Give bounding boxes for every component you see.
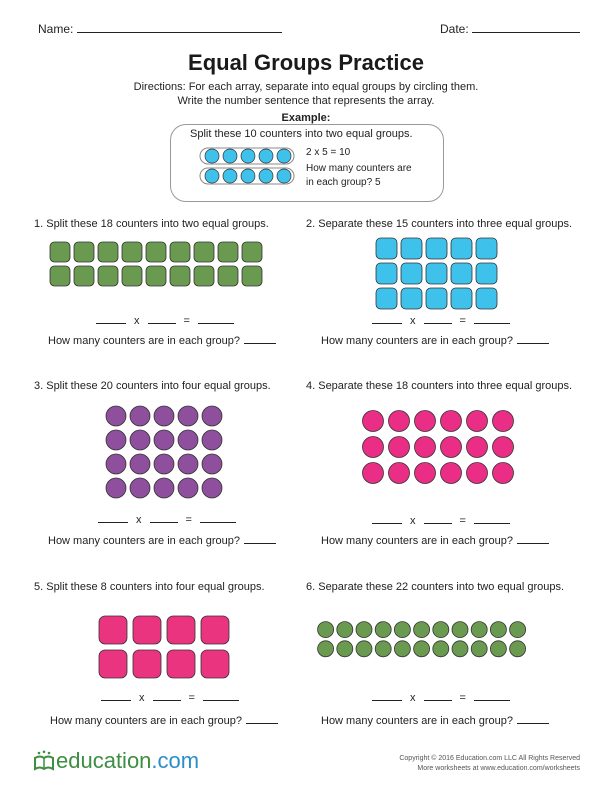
counter [146,242,166,262]
counter [401,238,422,259]
counter [99,650,127,678]
problem-1-counters[interactable] [48,240,264,288]
counter [201,650,229,678]
times-sign: x [134,315,140,327]
example-question-2: in each group? 5 [306,177,381,188]
question-text: How many counters are in each group? [48,535,240,547]
counter [106,454,126,474]
counter [170,266,190,286]
counter [467,463,488,484]
counter [433,641,449,657]
counter [130,406,150,426]
counter [510,622,526,638]
counter [242,266,262,286]
counter [441,411,462,432]
counter [375,641,391,657]
groups-blank[interactable] [372,690,402,701]
copyright: Copyright © 2016 Education.com LLC All Rights Reserved [399,755,580,762]
counter [218,266,238,286]
counter [202,454,222,474]
logo [56,748,199,774]
counter [476,238,497,259]
counter [426,288,447,309]
counter [146,266,166,286]
date-label: Date: [440,22,469,36]
per-group-blank[interactable] [424,313,452,324]
example-instruction: Split these 10 counters into two equal groups. [190,128,413,140]
counter [356,641,372,657]
directions-line-2: Write the number sentence that represents the array. [177,95,435,107]
counter [451,238,472,259]
counter [98,242,118,262]
counter [467,411,488,432]
problem-6-question [321,713,549,727]
problem-5-instruction: 5. Split these 8 counters into four equal groups. [34,581,265,593]
problem-2-instruction: 2. Separate these 15 counters into three equal groups. [306,218,573,230]
per-group-blank[interactable] [148,313,176,324]
question-text: How many counters are in each group? [50,715,242,727]
answer-blank[interactable] [517,713,549,724]
counter [363,437,384,458]
counter [389,411,410,432]
counter [376,288,397,309]
counter [401,263,422,284]
answer-blank[interactable] [517,533,549,544]
name-label: Name: [38,22,74,36]
times-sign: x [139,692,145,704]
answer-blank[interactable] [244,333,276,344]
counter [363,463,384,484]
counter [122,266,142,286]
counter [74,266,94,286]
example-counter [259,149,273,163]
total-blank[interactable] [198,313,234,324]
counter [318,641,334,657]
problem-1-instruction: 1. Split these 18 counters into two equal groups. [34,218,269,230]
counter [414,641,430,657]
equals-sign: = [459,315,466,327]
groups-blank[interactable] [372,513,402,524]
counter [130,478,150,498]
counter [363,411,384,432]
counter [493,411,514,432]
counter [451,263,472,284]
logo-text: education [56,748,152,773]
counter [202,406,222,426]
example-counter [277,149,291,163]
counter [74,242,94,262]
per-group-blank[interactable] [153,690,181,701]
equals-sign: = [185,514,192,526]
question-text: How many counters are in each group? [321,715,513,727]
counter [98,266,118,286]
example-counter [277,169,291,183]
problem-6-number-sentence [372,690,510,704]
example-counter [259,169,273,183]
problem-3-question [48,533,276,547]
question-text: How many counters are in each group? [48,335,240,347]
counter [441,463,462,484]
answer-blank[interactable] [246,713,278,724]
counter [452,641,468,657]
example-counter [223,169,237,183]
counter [415,411,436,432]
example-equation: 2 x 5 = 10 [306,147,351,158]
problem-3-number-sentence [98,512,236,526]
groups-blank[interactable] [98,512,128,523]
equals-sign: = [183,315,190,327]
question-text: How many counters are in each group? [321,335,513,347]
counter [242,242,262,262]
counter [130,454,150,474]
counter [106,478,126,498]
total-blank[interactable] [474,313,510,324]
problem-4-number-sentence [372,513,510,527]
problem-1-number-sentence [96,313,234,327]
counter [426,238,447,259]
counter [170,242,190,262]
counter [167,616,195,644]
counter [130,430,150,450]
book-icon [33,750,55,772]
counter [154,430,174,450]
counter [178,454,198,474]
counter [218,242,238,262]
counter [154,406,174,426]
problem-2-question [321,333,549,347]
example-label: Example: [281,112,331,124]
counter [426,263,447,284]
counter [133,650,161,678]
counter [441,437,462,458]
counter [194,242,214,262]
counter [154,478,174,498]
counter [471,622,487,638]
example-question-1: How many counters are [306,163,412,174]
answer-blank[interactable] [517,333,549,344]
counter [50,242,70,262]
counter [375,622,391,638]
counter [476,288,497,309]
counter [106,430,126,450]
counter [202,430,222,450]
groups-blank[interactable] [372,313,402,324]
total-blank[interactable] [474,513,510,524]
problem-5-number-sentence [101,690,239,704]
counter [99,616,127,644]
problem-3-counters[interactable] [104,404,224,500]
directions-line-1: Directions: For each array, separate into equal groups by circling them. [133,81,479,93]
more-worksheets: More worksheets at www.education.com/worksheets [417,765,580,772]
question-text: How many counters are in each group? [321,535,513,547]
counter [389,463,410,484]
times-sign: x [410,692,416,704]
counter [356,622,372,638]
answer-blank[interactable] [244,533,276,544]
counter [476,263,497,284]
example-counter [241,149,255,163]
problem-1-question [48,333,276,347]
total-blank[interactable] [474,690,510,701]
counter [493,437,514,458]
counter [318,622,334,638]
counter [510,641,526,657]
counter [167,650,195,678]
name-field[interactable] [77,32,282,33]
counter [394,622,410,638]
times-sign: x [410,315,416,327]
problem-2-counters[interactable] [374,236,499,311]
counter [201,616,229,644]
problem-6-instruction: 6. Separate these 22 counters into two equal groups. [306,581,565,593]
total-blank[interactable] [203,690,239,701]
example-counter [241,169,255,183]
logo-domain: .com [151,748,200,773]
example-counter [223,149,237,163]
times-sign: x [410,515,416,527]
counter [493,463,514,484]
counter [490,641,506,657]
counter [471,641,487,657]
counter [106,406,126,426]
counter [376,263,397,284]
counter [490,622,506,638]
per-group-blank[interactable] [150,512,178,523]
page-title: Equal Groups Practice [188,50,424,75]
counter [376,238,397,259]
counter [202,478,222,498]
counter [122,242,142,262]
equals-sign: = [459,515,466,527]
groups-blank[interactable] [96,313,126,324]
date-row [440,22,580,36]
counter [452,622,468,638]
problem-6-counters[interactable] [316,620,527,658]
counter [178,430,198,450]
per-group-blank[interactable] [424,513,452,524]
counter [414,622,430,638]
counter [401,288,422,309]
counter [394,641,410,657]
counter [389,437,410,458]
counter [451,288,472,309]
problem-5-question [50,713,278,727]
counter [433,622,449,638]
name-row [38,22,282,36]
problem-4-counters[interactable] [360,408,516,486]
counter [178,478,198,498]
total-blank[interactable] [200,512,236,523]
counter [337,641,353,657]
problem-3-instruction: 3. Split these 20 counters into four equal groups. [34,380,271,392]
counter [178,406,198,426]
counter [337,622,353,638]
counter [154,454,174,474]
example-counter [205,149,219,163]
equals-sign: = [459,692,466,704]
example-counters [198,146,298,188]
per-group-blank[interactable] [424,690,452,701]
counter [415,437,436,458]
counter [50,266,70,286]
problem-4-instruction: 4. Separate these 18 counters into three equal groups. [306,380,573,392]
problem-4-question [321,533,549,547]
problem-5-counters[interactable] [96,613,232,681]
problem-2-number-sentence [372,313,510,327]
equals-sign: = [188,692,195,704]
counter [133,616,161,644]
counter [415,463,436,484]
groups-blank[interactable] [101,690,131,701]
counter [467,437,488,458]
date-field[interactable] [472,32,580,33]
counter [194,266,214,286]
example-counter [205,169,219,183]
times-sign: x [136,514,142,526]
